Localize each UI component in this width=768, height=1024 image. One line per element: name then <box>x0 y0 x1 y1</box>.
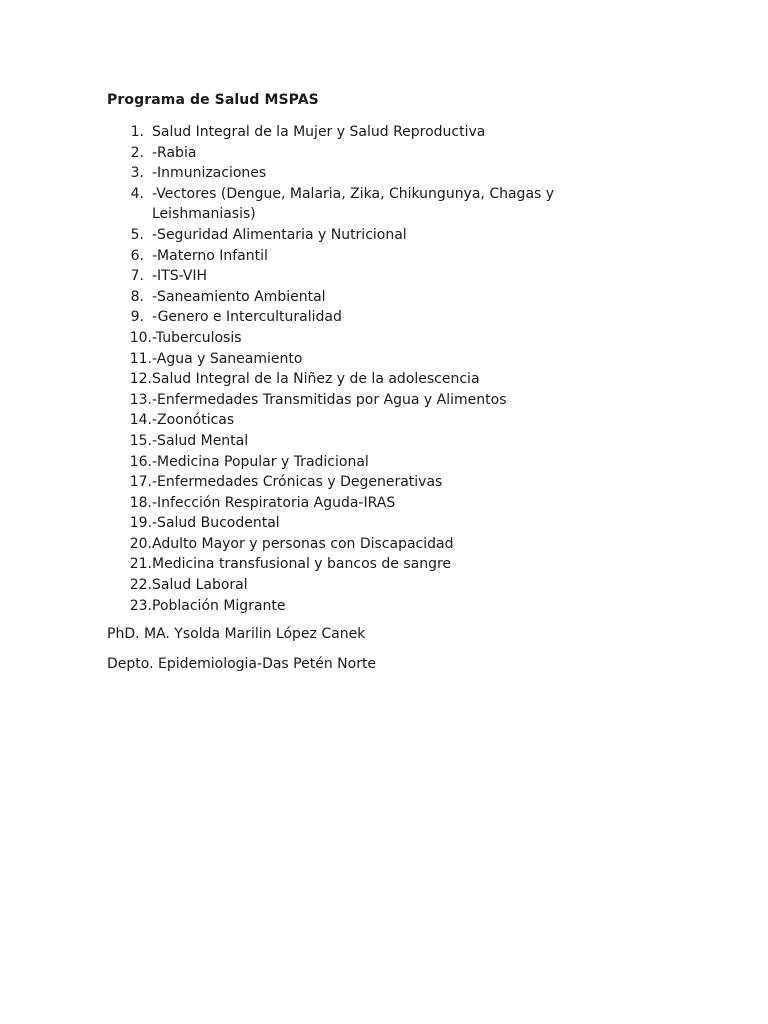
list-number: 7. <box>130 268 144 285</box>
list-number: 3. <box>130 165 144 182</box>
list-text: Adulto Mayor y personas con Discapacidad <box>152 535 454 552</box>
list-text: Salud Laboral <box>152 577 248 594</box>
list-item <box>107 513 587 534</box>
list-item <box>107 246 587 267</box>
list-text: Salud Integral de la Mujer y Salud Reproductiva <box>152 124 486 140</box>
list-text: -Tuberculosis <box>152 329 242 346</box>
list-text: -Infección Respiratoria Aguda-IRAS <box>152 494 396 511</box>
list-number: 17. <box>129 474 152 491</box>
list-number: 12. <box>129 371 152 388</box>
list-item <box>107 410 587 431</box>
list-text: -Vectores (Dengue, Malaria, Zika, Chikungunya, Chagas y Leishmaniasis) <box>152 185 555 223</box>
list-text: -Materno Infantil <box>152 247 268 264</box>
department-name: Depto. Epidemiologia-Das Petén Norte <box>107 656 377 672</box>
list-text: -Inmunizaciones <box>152 165 267 182</box>
list-text: -Rabia <box>152 144 197 161</box>
list-number: 11. <box>129 350 152 367</box>
list-number: 6. <box>130 247 144 264</box>
document-title: Programa de Salud MSPAS <box>107 92 319 108</box>
list-number: 20. <box>129 535 152 552</box>
list-text: -Saneamiento Ambiental <box>152 288 326 305</box>
author-name: PhD. MA. Ysolda Marilin López Canek <box>107 626 366 642</box>
list-item <box>107 163 587 184</box>
list-text: -Agua y Saneamiento <box>152 350 303 367</box>
list-item <box>107 328 587 349</box>
list-item <box>107 452 587 473</box>
list-item <box>107 575 587 596</box>
list-item <box>107 493 587 514</box>
list-number: 2. <box>130 144 144 161</box>
list-item <box>107 369 587 390</box>
list-text: -Zoonóticas <box>152 412 235 429</box>
list-number: 21. <box>129 556 152 573</box>
list-item <box>107 225 587 246</box>
list-number: 18. <box>129 494 152 511</box>
list-item <box>107 143 587 164</box>
list-item <box>107 534 587 555</box>
list-item <box>107 596 587 617</box>
list-number: 5. <box>130 226 144 243</box>
list-number: 23. <box>129 597 152 614</box>
list-item <box>107 122 587 143</box>
list-item <box>107 287 587 308</box>
list-item <box>107 390 587 411</box>
list-number: 19. <box>129 515 152 532</box>
list-number: 13. <box>129 391 152 408</box>
list-text: -Genero e Interculturalidad <box>152 309 342 326</box>
list-item <box>107 266 587 287</box>
list-item <box>107 431 587 452</box>
list-item <box>107 472 587 493</box>
list-number: 9. <box>130 309 144 326</box>
list-text: Población Migrante <box>152 597 286 614</box>
list-text: -Enfermedades Crónicas y Degenerativas <box>152 474 443 491</box>
list-number: 1. <box>130 124 144 140</box>
list-number: 15. <box>129 432 152 449</box>
list-text: -ITS-VIH <box>152 268 208 285</box>
list-number: 4. <box>130 185 144 202</box>
list-text: -Seguridad Alimentaria y Nutricional <box>152 226 407 243</box>
list-text: Medicina transfusional y bancos de sangre <box>152 556 452 573</box>
list-item <box>107 554 587 575</box>
program-list <box>107 122 587 616</box>
list-item <box>107 349 587 370</box>
list-number: 22. <box>129 577 152 594</box>
list-text: -Medicina Popular y Tradicional <box>152 453 369 470</box>
list-text: Salud Integral de la Niñez y de la adolescencia <box>152 371 480 388</box>
list-text: -Salud Mental <box>152 432 249 449</box>
list-number: 10. <box>129 329 152 346</box>
list-item <box>107 184 587 225</box>
list-text: -Salud Bucodental <box>152 515 280 532</box>
list-number: 16. <box>129 453 152 470</box>
list-number: 8. <box>130 288 144 305</box>
list-number: 14. <box>129 412 152 429</box>
list-item <box>107 307 587 328</box>
list-text: -Enfermedades Transmitidas por Agua y Alimentos <box>152 391 507 408</box>
